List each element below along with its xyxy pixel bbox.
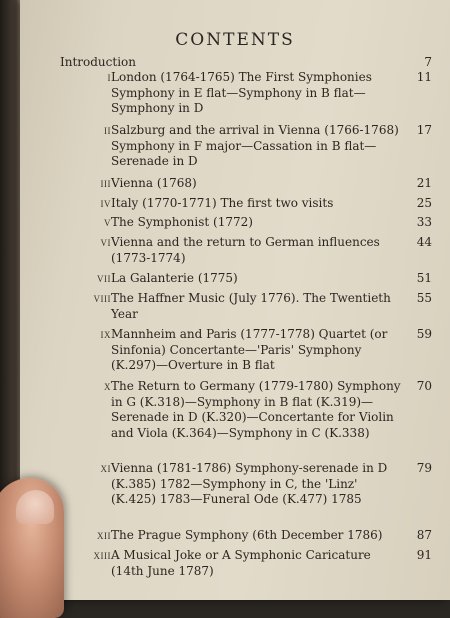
chapter-number: V	[104, 218, 111, 228]
chapter-title: La Galanterie (1775)	[111, 271, 238, 285]
chapter-page-number: 70	[416, 379, 432, 393]
chapter-page-number: 21	[416, 176, 432, 190]
chapter-page-number: 79	[416, 461, 432, 475]
chapter-page-number: 33	[416, 215, 432, 229]
chapter-number: IX	[100, 330, 111, 340]
chapter-title: Vienna (1768)	[111, 176, 197, 190]
chapter-title: The Symphonist (1772)	[111, 215, 253, 229]
chapter-number: II	[104, 126, 111, 136]
chapter-number: III	[100, 179, 111, 189]
chapter-title: Italy (1770-1771) The first two visits	[111, 196, 334, 210]
chapter-title: A Musical Joke or A Symphonic Caricature (14th June 1787)	[111, 548, 371, 578]
introduction-page-number: 7	[424, 55, 432, 69]
chapter-page-number: 11	[416, 70, 432, 84]
chapter-number: VII	[97, 274, 111, 284]
chapter-number: IV	[100, 199, 111, 209]
introduction-label: Introduction	[60, 55, 136, 69]
page-title: CONTENTS	[175, 30, 295, 50]
chapter-title: Mannheim and Paris (1777-1778) Quartet (or Sinfonia) Concertante—'Paris' Symphony (K.297)—Overture in B flat	[111, 327, 388, 373]
book-page	[20, 0, 450, 600]
chapter-title: The Prague Symphony (6th December 1786)	[111, 528, 383, 542]
chapter-page-number: 17	[416, 123, 432, 137]
chapter-number: X	[104, 382, 111, 392]
chapter-number: I	[107, 73, 111, 83]
chapter-page-number: 59	[416, 327, 432, 341]
chapter-title: London (1764-1765) The First Symphonies Symphony in E flat—Symphony in B flat—Symphony in D	[111, 70, 372, 116]
chapter-number: XII	[97, 531, 111, 541]
chapter-number: VIII	[93, 294, 111, 304]
thumbnail-nail	[16, 490, 54, 524]
chapter-page-number: 25	[416, 196, 432, 210]
chapter-page-number: 55	[416, 291, 432, 305]
chapter-page-number: 91	[416, 548, 432, 562]
chapter-page-number: 44	[416, 235, 432, 249]
chapter-page-number: 51	[416, 271, 432, 285]
chapter-title: Vienna and the return to German influences (1773-1774)	[111, 235, 380, 265]
chapter-title: The Haffner Music (July 1776). The Twentieth Year	[111, 291, 391, 321]
chapter-number: VI	[100, 238, 111, 248]
chapter-title: The Return to Germany (1779-1780) Symphony in G (K.318)—Symphony in B flat (K.319)—Serenade in D (K.320)—Concertante for Violin and Viola (K.364)—Symphony in C (K.338)	[111, 379, 401, 440]
chapter-title: Salzburg and the arrival in Vienna (1766-1768) Symphony in F major—Cassation in B flat—Serenade in D	[111, 123, 399, 169]
chapter-page-number: 87	[416, 528, 432, 542]
chapter-title: Vienna (1781-1786) Symphony-serenade in D (K.385) 1782—Symphony in C, the 'Linz' (K.425) 1783—Funeral Ode (K.477) 1785	[111, 461, 388, 507]
chapter-number: XIII	[93, 551, 111, 561]
chapter-number: XI	[100, 464, 111, 474]
